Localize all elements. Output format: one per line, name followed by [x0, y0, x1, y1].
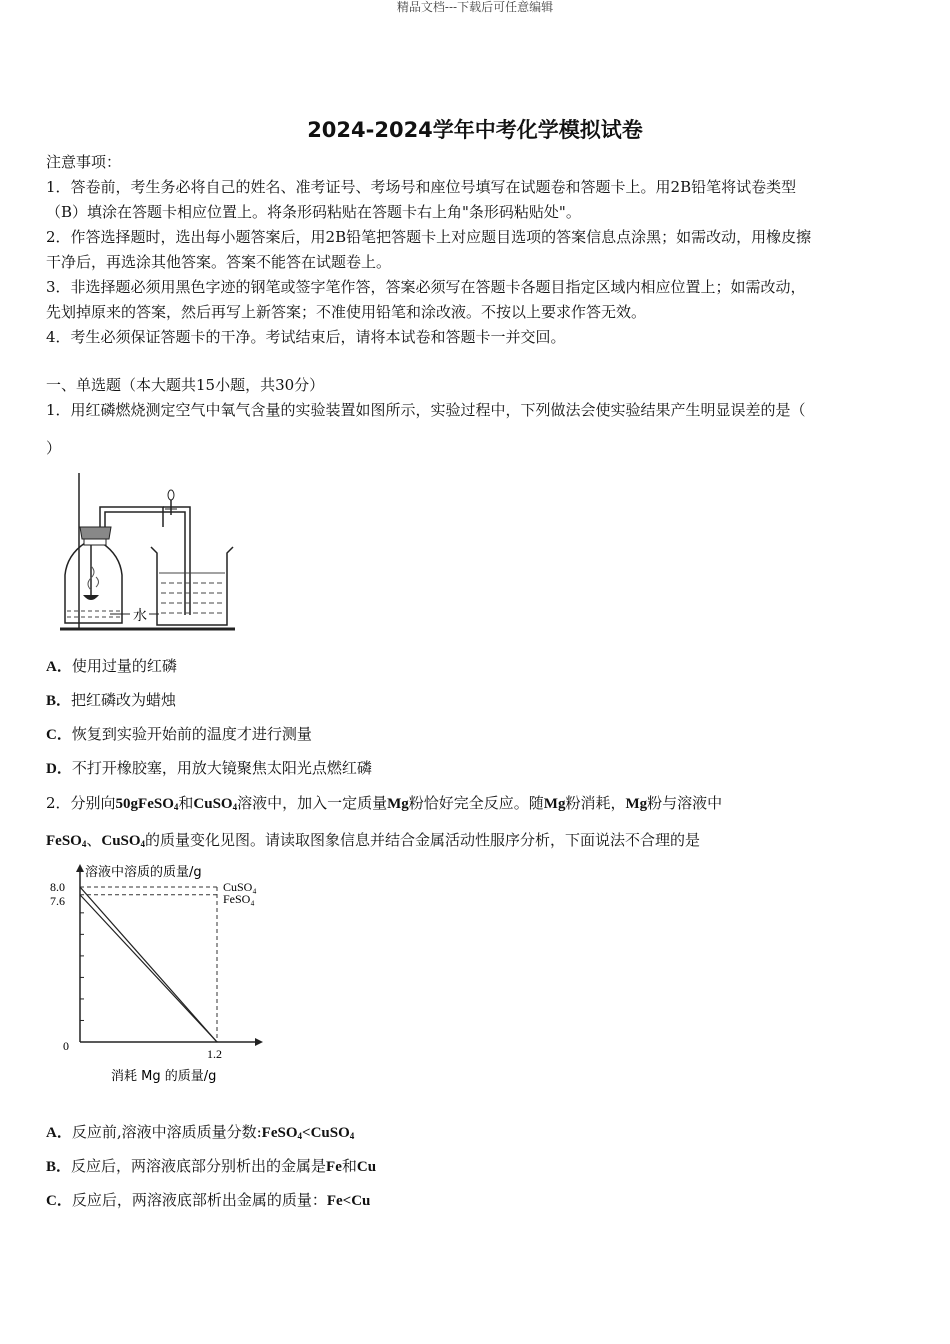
- notes-line: 1．答卷前，考生务必将自己的姓名、准考证号、考场号和座位号填写在试题卷和答题卡上。用2B铅笔将试卷类型: [46, 178, 797, 196]
- q1-option-a[interactable]: [46, 656, 177, 677]
- option-letter: C．: [46, 727, 72, 743]
- option-text: 恢复到实验开始前的温度才进行测量: [71, 725, 312, 743]
- option-letter: C．: [46, 1193, 72, 1209]
- option-text: 不打开橡胶塞，用放大镜聚焦太阳光点燃红磷: [71, 759, 372, 777]
- option-text: 反应后，两溶液底部分别析出的金属是: [71, 1157, 327, 1175]
- notes-line: 先划掉原来的答案，然后再写上新答案；不准使用铅笔和涂改液。不按以上要求作答无效。: [46, 303, 647, 321]
- q2-stem-line2: FeSO$_4$、CuSO$_4$的质量变化见图。请读取图象信息并结合金属活动性服序分析，下面说法不合理的是: [46, 831, 701, 849]
- notes-line: （B）填涂在答题卡相应位置上。将条形码粘贴在答题卡右上角"条形码粘贴处"。: [46, 203, 581, 221]
- series-label: CuSO₄: [223, 880, 257, 894]
- series-line-feso4: [80, 895, 217, 1042]
- q1-stem-end: ）: [46, 439, 62, 457]
- q1-apparatus-figure: [55, 465, 240, 635]
- q2-option-c[interactable]: [46, 1190, 370, 1211]
- x-axis-label: 消耗 Mg 的质量/g: [111, 1069, 217, 1084]
- option-text: 反应前,溶液中溶质质量分数:: [71, 1123, 262, 1141]
- option-formula: <CuSO: [302, 1125, 350, 1141]
- notes-line: 干净后，再选涂其他答案。答案不能答在试题卷上。: [46, 253, 392, 271]
- series-label: FeSO₄: [223, 891, 255, 906]
- option-letter: A．: [46, 1125, 72, 1141]
- q1-option-d[interactable]: [46, 758, 372, 779]
- option-text: 把红磷改为蜡烛: [71, 691, 177, 709]
- notes-line: 2．作答选择题时，选出每小题答案后，用2B铅笔把答题卡上对应题目选项的答案信息点涂黑；如需改动，用橡皮擦: [46, 228, 812, 246]
- exam-title: 2024-2024学年中考化学模拟试卷: [307, 118, 643, 142]
- notes-line: 3．非选择题必须用黑色字迹的钢笔或签字笔作答，答案必须写在答题卡各题目指定区域内相应位置上；如需改动，: [46, 278, 806, 296]
- q2-stem-line1: 2．分别向50gFeSO$_4$和CuSO$_4$溶液中，加入一定质量Mg粉恰好完全反应。随Mg粉消耗，Mg粉与溶液中: [46, 794, 723, 812]
- q2-option-a[interactable]: A．反应前,溶液中溶质质量分数:FeSO$_4$<CuSO$_4$: [46, 1123, 355, 1141]
- y-axis-arrow: [76, 864, 84, 872]
- notes-heading: 注意事项：: [46, 153, 122, 171]
- option-letter: D．: [46, 761, 72, 777]
- option-letter: B．: [46, 1159, 72, 1175]
- option-formula: Cu: [356, 1159, 377, 1175]
- notes-section: [46, 150, 908, 350]
- notes-line: 4．考生必须保证答题卡的干净。考试结束后，请将本试卷和答题卡一并交回。: [46, 328, 566, 346]
- q2-option-b[interactable]: B．反应后，两溶液底部分别析出的金属是Fe和Cu: [46, 1157, 377, 1175]
- section-title: 一、单选题（本大题共15小题，共30分）: [46, 376, 325, 394]
- option-letter: B．: [46, 693, 72, 709]
- header-note: 精品文档---下载后可任意编辑: [396, 0, 554, 14]
- option-letter: A．: [46, 659, 72, 675]
- q1-option-b[interactable]: [46, 690, 176, 711]
- origin-label: 0: [63, 1039, 69, 1053]
- option-formula: Fe<Cu: [326, 1193, 371, 1209]
- y-tick-label: 8.0: [50, 880, 65, 894]
- option-formula: Fe: [326, 1159, 342, 1175]
- q2-chart: [45, 862, 285, 1090]
- x-tick-label: 1.2: [207, 1047, 222, 1061]
- y-tick-label: 7.6: [50, 893, 65, 908]
- series-line-cuso4: [80, 887, 217, 1042]
- q1-option-c[interactable]: [46, 724, 312, 745]
- option-text: 反应后，两溶液底部析出金属的质量：: [71, 1191, 327, 1209]
- q1-stem: 1．用红磷燃烧测定空气中氧气含量的实验装置如图所示，实验过程中，下列做法会使实验结果产生明显误差的是（: [46, 401, 806, 419]
- water-label: 水: [133, 608, 147, 624]
- option-text: 使用过量的红磷: [71, 657, 177, 675]
- option-formula: FeSO: [261, 1125, 298, 1141]
- y-axis-label: 溶液中溶质的质量/g: [85, 865, 202, 880]
- x-axis-arrow: [255, 1038, 263, 1046]
